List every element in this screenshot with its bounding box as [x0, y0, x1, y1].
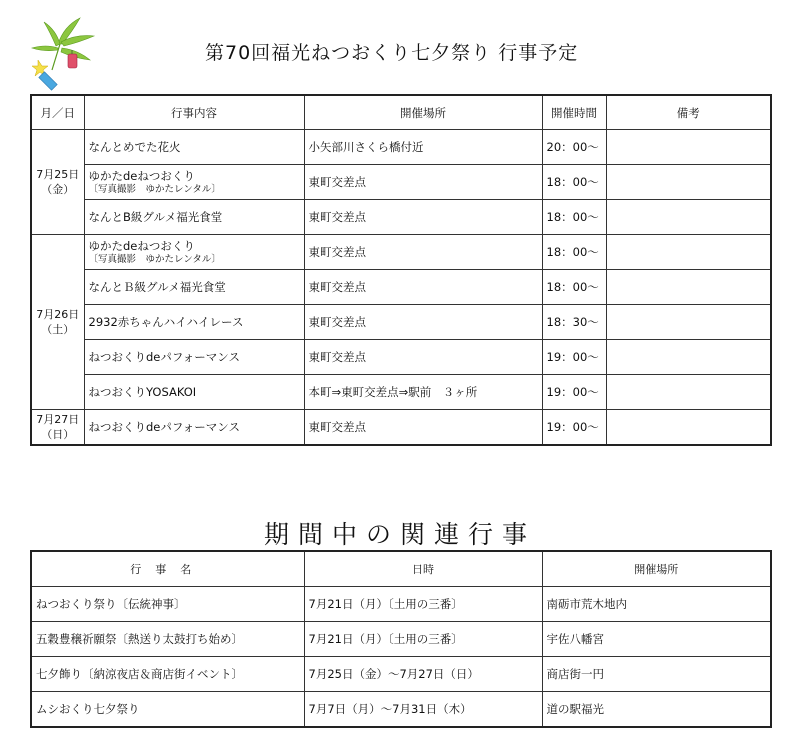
venue-cell: 宇佐八幡宮	[542, 622, 771, 657]
header-time: 開催時間	[542, 95, 606, 130]
date-cell	[31, 130, 84, 235]
datetime-cell: 7月21日（月）〔土用の三番〕	[304, 587, 542, 622]
venue-cell: 東町交差点	[304, 235, 542, 270]
table-row	[31, 375, 771, 410]
venue-cell: 東町交差点	[304, 200, 542, 235]
table-row	[31, 692, 771, 728]
note-cell	[606, 375, 771, 410]
note-cell	[606, 305, 771, 340]
note-cell	[606, 165, 771, 200]
note-cell	[606, 235, 771, 270]
event-cell: ねつおくりdeパフォーマンス	[84, 410, 304, 446]
table-row	[31, 622, 771, 657]
table-header-row	[31, 95, 771, 130]
event-cell: ねつおくりdeパフォーマンス	[84, 340, 304, 375]
page-title: 第70回福光ねつおくり七夕祭り 行事予定	[205, 42, 579, 64]
event-cell: 2932赤ちゃんハイハイレース	[84, 305, 304, 340]
header-datetime: 日時	[304, 551, 542, 587]
event-cell	[84, 165, 304, 200]
date-label: 7月27日	[36, 413, 80, 426]
name-cell: 七夕飾り〔納涼夜店＆商店街イベント〕	[31, 657, 304, 692]
header-event: 行事内容	[84, 95, 304, 130]
time-cell: 19：00〜	[542, 375, 606, 410]
table-row	[31, 587, 771, 622]
name-cell: ムシおくり七夕祭り	[31, 692, 304, 728]
note-cell	[606, 200, 771, 235]
time-cell: 18：00〜	[542, 235, 606, 270]
table-row	[31, 657, 771, 692]
table-row	[31, 410, 771, 446]
date-cell	[31, 410, 84, 446]
time-cell: 18：30〜	[542, 305, 606, 340]
time-cell: 19：00〜	[542, 410, 606, 446]
weekday-label: （金）	[41, 183, 75, 196]
table-header-row	[31, 551, 771, 587]
venue-cell: 東町交差点	[304, 340, 542, 375]
name-cell: 五穀豊穣祈願祭〔熱送り太鼓打ち始め〕	[31, 622, 304, 657]
event-name: ゆかたdeねつおくり	[88, 168, 195, 183]
table-row	[31, 165, 771, 200]
event-cell: なんとめでた花火	[84, 130, 304, 165]
header-note: 備考	[606, 95, 771, 130]
time-cell: 19：00〜	[542, 340, 606, 375]
table-row	[31, 305, 771, 340]
date-label: 7月25日	[36, 168, 80, 181]
header-event-name: 行事名	[31, 551, 304, 587]
venue-cell: 東町交差点	[304, 305, 542, 340]
time-cell: 18：00〜	[542, 165, 606, 200]
header-venue: 開催場所	[304, 95, 542, 130]
schedule-table	[30, 94, 772, 446]
table-row	[31, 235, 771, 270]
weekday-label: （日）	[41, 428, 75, 441]
event-subtitle: 〔写真撮影 ゆかたレンタル〕	[88, 183, 221, 195]
event-cell: なんとB級グルメ福光食堂	[84, 200, 304, 235]
time-cell: 20：00〜	[542, 130, 606, 165]
weekday-label: （土）	[41, 323, 75, 336]
venue-cell: 東町交差点	[304, 270, 542, 305]
event-subtitle: 〔写真撮影 ゆかたレンタル〕	[88, 253, 221, 265]
table-row	[31, 340, 771, 375]
venue-cell: 道の駅福光	[542, 692, 771, 728]
note-cell	[606, 270, 771, 305]
table-row	[31, 270, 771, 305]
table-row	[31, 130, 771, 165]
datetime-cell: 7月7日（月）〜7月31日（木）	[304, 692, 542, 728]
header-date: 月／日	[31, 95, 84, 130]
header-venue: 開催場所	[542, 551, 771, 587]
section-title: 期間中の関連行事	[263, 520, 536, 549]
venue-cell: 東町交差点	[304, 410, 542, 446]
date-cell	[31, 235, 84, 410]
tanabata-bamboo-icon	[28, 14, 98, 94]
related-events-table	[30, 550, 772, 728]
venue-cell: 商店街一円	[542, 657, 771, 692]
event-cell	[84, 235, 304, 270]
event-cell: ねつおくりYOSAKOI	[84, 375, 304, 410]
note-cell	[606, 410, 771, 446]
name-cell: ねつおくり祭り〔伝統神事〕	[31, 587, 304, 622]
date-label: 7月26日	[36, 308, 80, 321]
note-cell	[606, 130, 771, 165]
event-cell: なんとＢ級グルメ福光食堂	[84, 270, 304, 305]
event-name: ゆかたdeねつおくり	[88, 238, 195, 253]
datetime-cell: 7月25日（金）〜7月27日（日）	[304, 657, 542, 692]
venue-cell: 小矢部川さくら橋付近	[304, 130, 542, 165]
venue-cell: 本町⇒東町交差点⇒駅前 ３ヶ所	[304, 375, 542, 410]
note-cell	[606, 340, 771, 375]
time-cell: 18：00〜	[542, 270, 606, 305]
venue-cell: 東町交差点	[304, 165, 542, 200]
datetime-cell: 7月21日（月）〔土用の三番〕	[304, 622, 542, 657]
table-row	[31, 200, 771, 235]
time-cell: 18：00〜	[542, 200, 606, 235]
venue-cell: 南砺市荒木地内	[542, 587, 771, 622]
